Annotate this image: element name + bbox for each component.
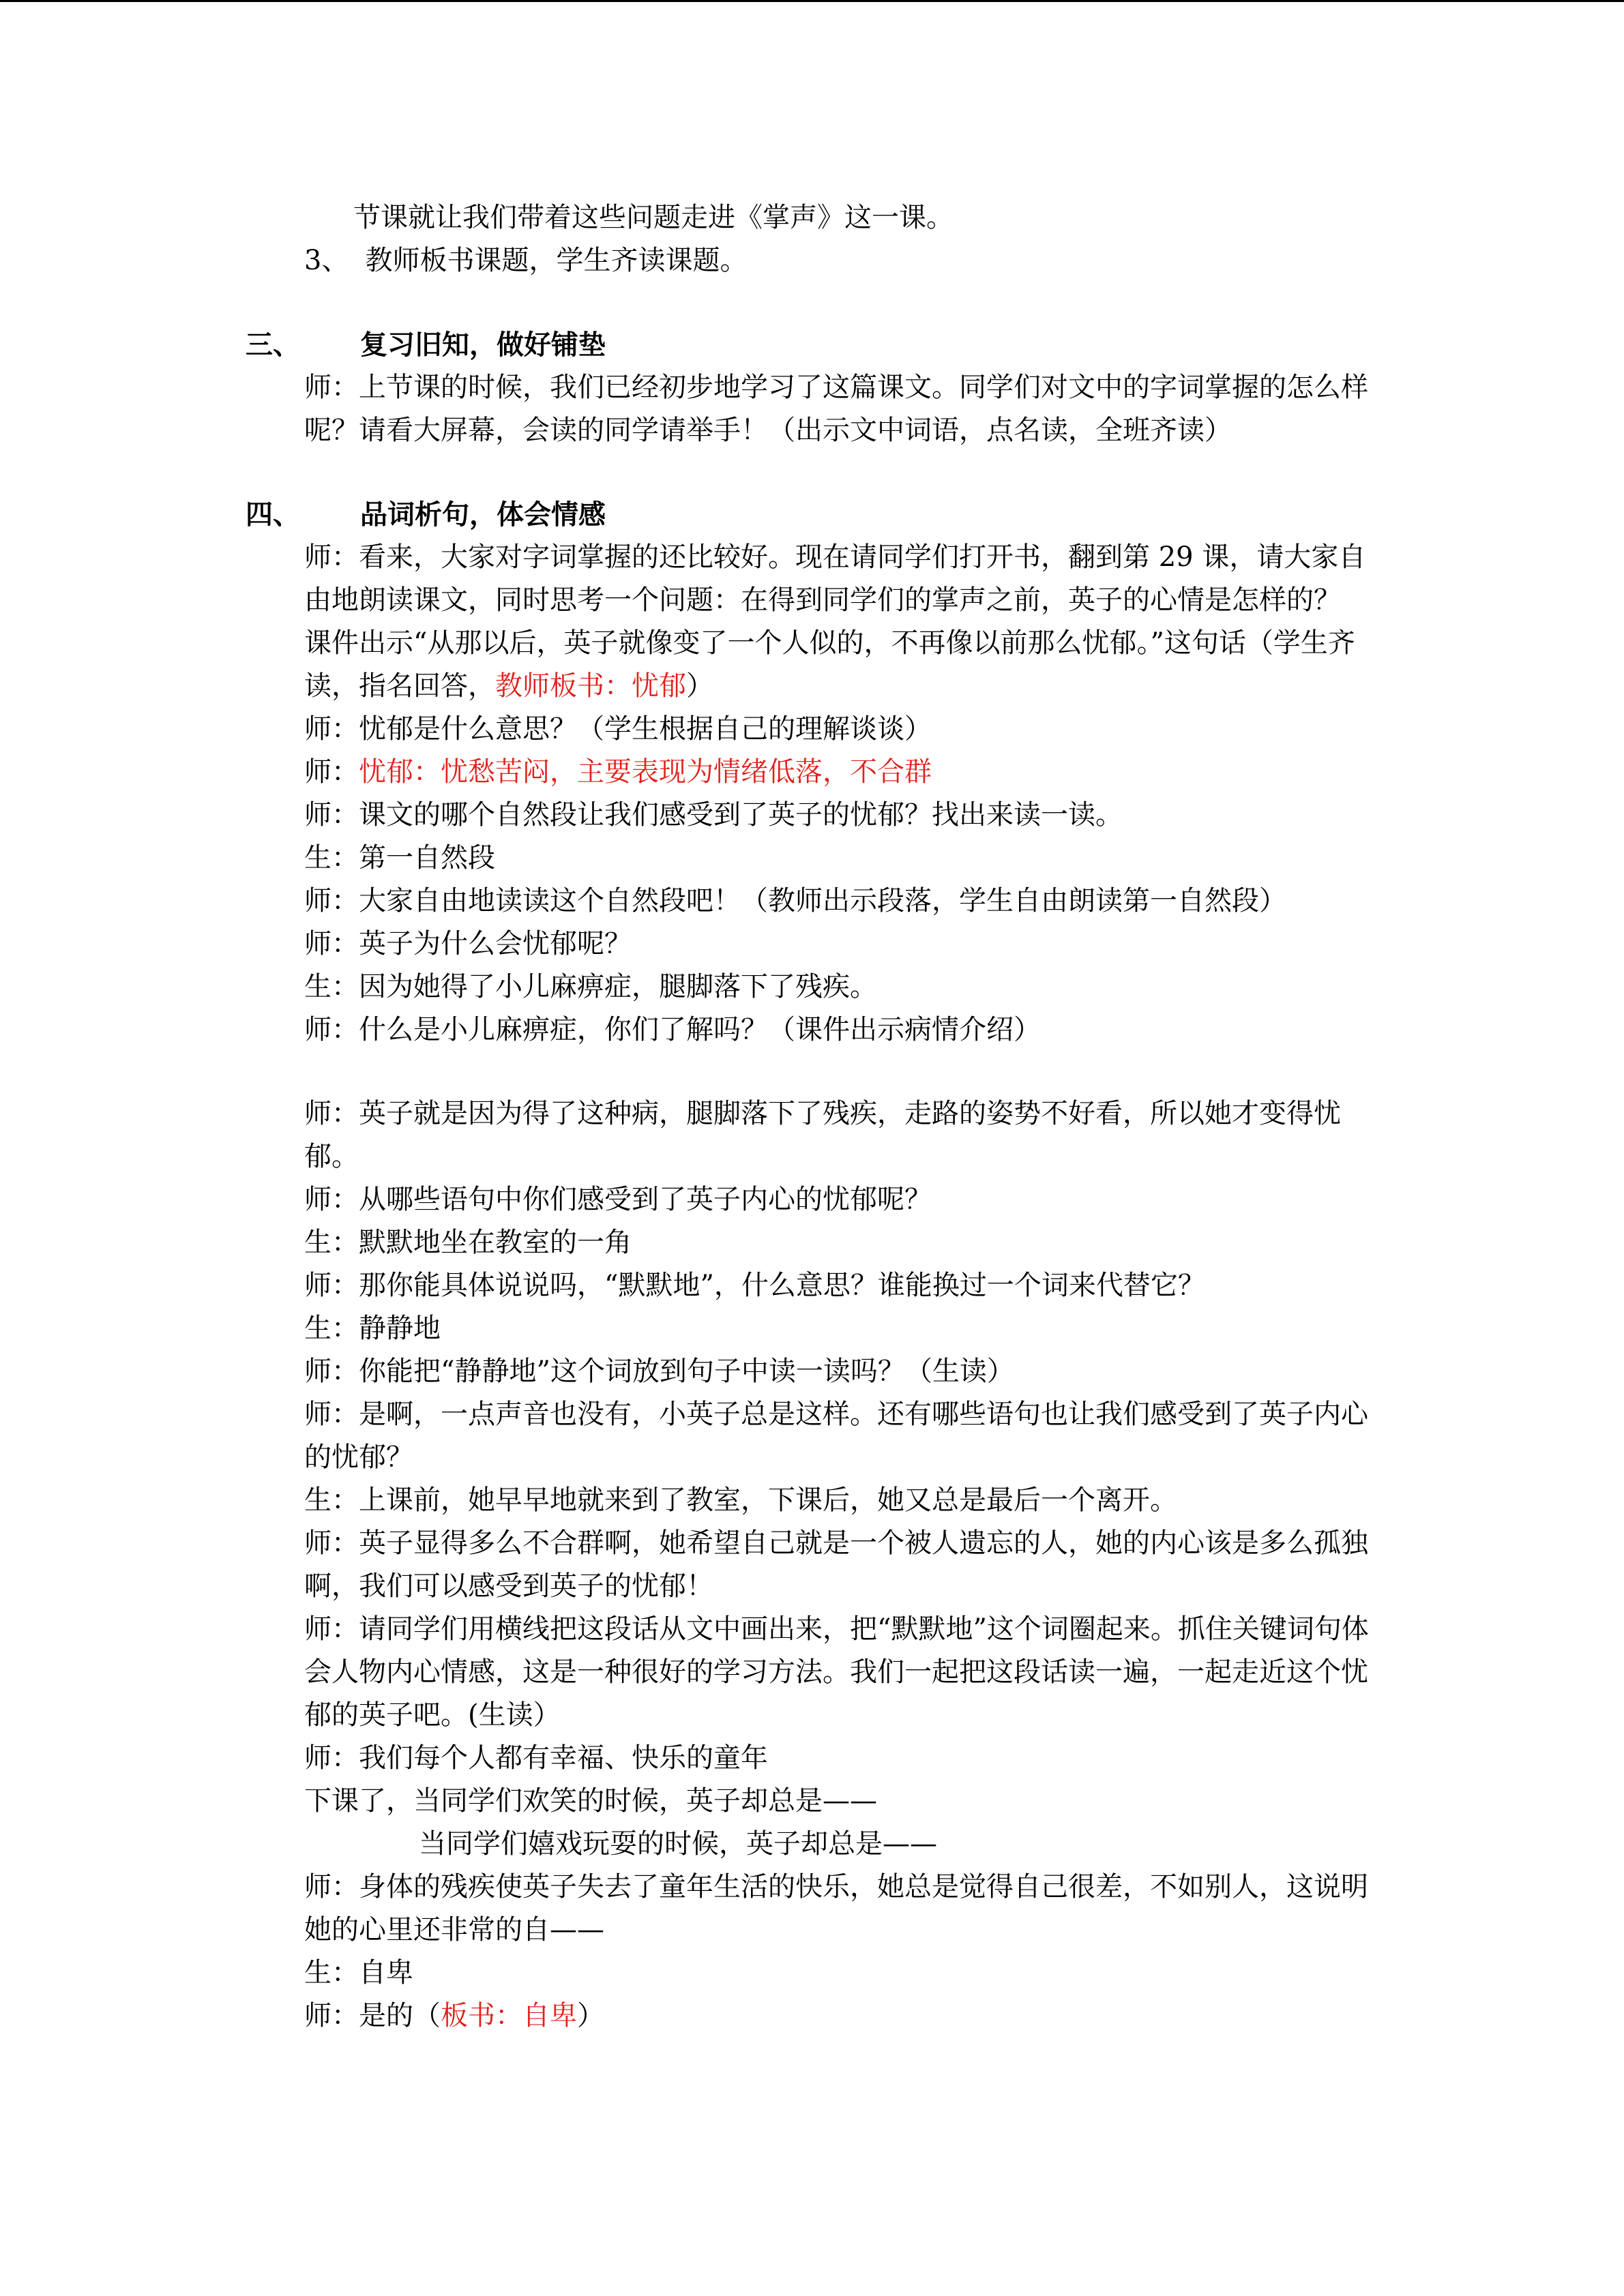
section-3-number: 三、 bbox=[246, 329, 300, 361]
section-4-heading bbox=[246, 493, 1382, 536]
speaker: 师： bbox=[304, 756, 359, 788]
dialogue-line: 师：忧郁是什么意思？（学生根据自己的理解谈谈） bbox=[304, 713, 932, 745]
dialogue-line bbox=[304, 1995, 1382, 2038]
dialogue-line: 生：上课前，她早早地就来到了教室，下课后，她又总是最后一个离开。 bbox=[304, 1485, 1177, 1516]
text-span: ） bbox=[577, 2000, 604, 2031]
board-note: 教师板书：忧郁 bbox=[495, 670, 686, 702]
dialogue-line: 师：英子显得多么不合群啊，她希望自己就是一个被人遗忘的人，她的内心该是多么孤独啊，我们可以感受到英子的忧郁！ bbox=[304, 1527, 1368, 1602]
dialogue-line: 师：你能把“静静地”这个词放到句子中读一读吗？（生读） bbox=[304, 1356, 1014, 1387]
section-3-title: 复习旧知，做好铺垫 bbox=[360, 329, 606, 361]
dialogue-line: 当同学们嬉戏玩耍的时候，英子却总是—— bbox=[419, 1828, 937, 1860]
text-span: 课件出示“从那以后，英子就像变了一个人似的，不再像以前那么忧郁。”这句话（学生齐读，指名回答， bbox=[304, 627, 1355, 702]
section-3-paragraph: 师：上节课的时候，我们已经初步地学习了这篇课文。同学们对文中的字词掌握的怎么样呢？请看大屏幕，会读的同学请举手！（出示文中词语，点名读，全班齐读） bbox=[304, 372, 1368, 446]
step-3-number: 3、 bbox=[304, 245, 349, 276]
dialogue-line: 师：课文的哪个自然段让我们感受到了英子的忧郁？找出来读一读。 bbox=[304, 799, 1123, 831]
section-3-heading bbox=[246, 323, 1382, 366]
dialogue-line bbox=[304, 751, 1382, 794]
dialogue-line: 师：我们每个人都有幸福、快乐的童年 bbox=[304, 1742, 768, 1774]
step-3 bbox=[304, 239, 1382, 282]
dialogue-line: 师：大家自由地读读这个自然段吧！（教师出示段落，学生自由朗读第一自然段） bbox=[304, 885, 1286, 916]
dialogue-line: 师：那你能具体说说吗，“默默地”，什么意思？谁能换过一个词来代替它？ bbox=[304, 1270, 1205, 1301]
dialogue-line bbox=[304, 622, 1382, 708]
definition-note: 忧郁：忧愁苦闷，主要表现为情绪低落，不合群 bbox=[359, 756, 932, 788]
dialogue-line: 生：默默地坐在教室的一角 bbox=[304, 1227, 632, 1258]
page-top-border bbox=[0, 0, 1624, 2]
board-note: 板书：自卑 bbox=[441, 2000, 577, 2031]
dialogue-line: 生：因为她得了小儿麻痹症，腿脚落下了残疾。 bbox=[304, 971, 877, 1002]
dialogue-line: 生：第一自然段 bbox=[304, 842, 495, 874]
dialogue-line: 生：静静地 bbox=[304, 1313, 441, 1344]
text-span: ） bbox=[686, 670, 713, 702]
dialogue-line: 师：看来，大家对字词掌握的还比较好。现在请同学们打开书，翻到第 29 课，请大家自由地朗读课文，同时思考一个问题：在得到同学们的掌声之前，英子的心情是怎样的？ bbox=[304, 541, 1366, 616]
dialogue-line: 师：英子就是因为得了这种病，腿脚落下了残疾，走路的姿势不好看，所以她才变得忧郁。 bbox=[304, 1098, 1341, 1172]
dialogue-line: 师：请同学们用横线把这段话从文中画出来，把“默默地”这个词圈起来。抓住关键词句体会人物内心情感，这是一种很好的学习方法。我们一起把这段话读一遍，一起走近这个忧郁的英子吧。(生读） bbox=[304, 1613, 1369, 1731]
dialogue-line: 师：什么是小儿麻痹症，你们了解吗？（课件出示病情介绍） bbox=[304, 1014, 1041, 1045]
dialogue-line: 师：英子为什么会忧郁呢？ bbox=[304, 928, 632, 959]
step-3-text: 教师板书课题，学生齐读课题。 bbox=[365, 245, 748, 276]
dialogue-line: 师：从哪些语句中你们感受到了英子内心的忧郁呢？ bbox=[304, 1184, 932, 1215]
dialogue-line: 下课了，当同学们欢笑的时候，英子却总是—— bbox=[304, 1785, 877, 1817]
text-span: 师：是的（ bbox=[304, 2000, 441, 2031]
dialogue-line: 师：是啊，一点声音也没有，小英子总是这样。还有哪些语句也让我们感受到了英子内心的忧郁？ bbox=[304, 1399, 1368, 1473]
document-body bbox=[246, 196, 1382, 2038]
dialogue-line: 师：身体的残疾使英子失去了童年生活的快乐，她总是觉得自己很差，不如别人，这说明她的心里还非常的自—— bbox=[304, 1871, 1368, 1945]
section-4-number: 四、 bbox=[246, 498, 300, 531]
intro-line: 节课就让我们带着这些问题走进《掌声》这一课。 bbox=[353, 202, 954, 233]
dialogue-line: 生：自卑 bbox=[304, 1957, 413, 1988]
section-4-title: 品词析句，体会情感 bbox=[360, 498, 606, 531]
